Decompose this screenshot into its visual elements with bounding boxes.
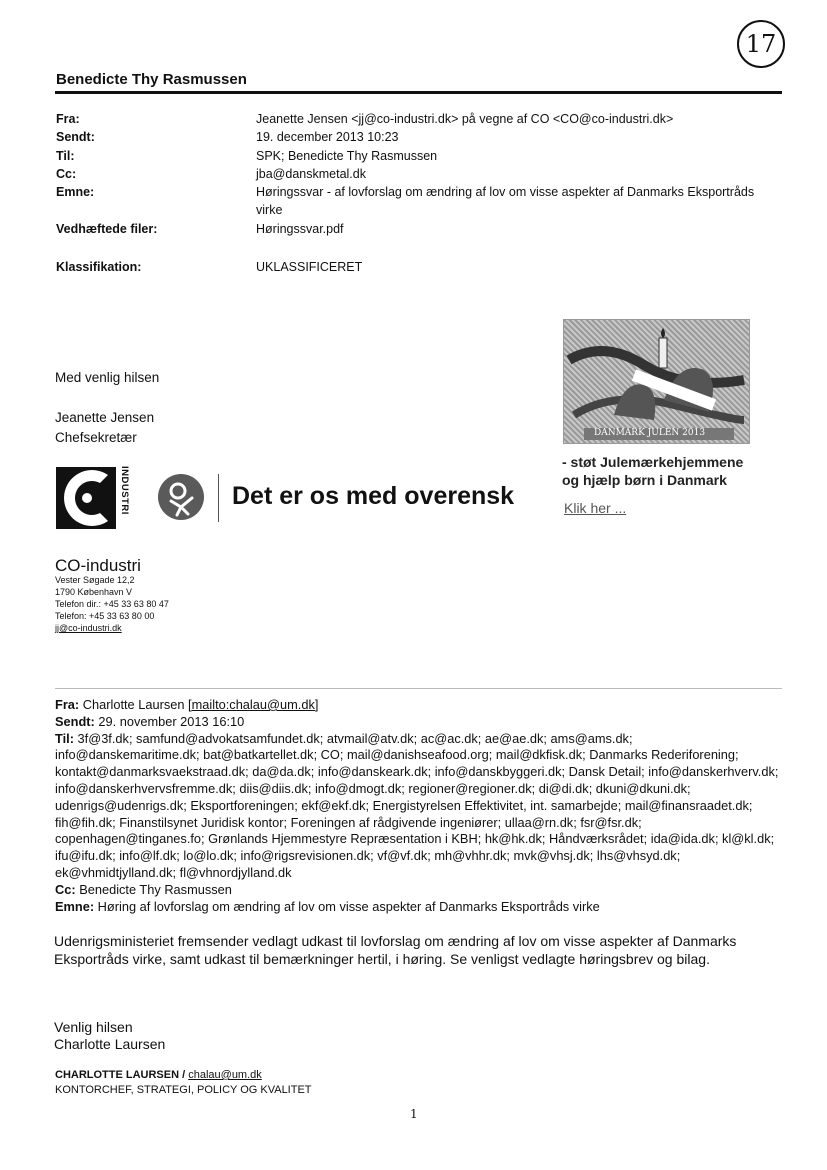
footer-name-caps: CHARLOTTE LAURSEN bbox=[55, 1069, 180, 1081]
fwd-sent-value: 29. november 2013 16:10 bbox=[98, 713, 245, 729]
fwd-cc-value: Benedicte Thy Rasmussen bbox=[79, 881, 232, 897]
fwd-subject-label: Emne: bbox=[55, 898, 95, 914]
person-logo-icon bbox=[158, 474, 204, 520]
fwd-from-row bbox=[55, 697, 780, 714]
christmas-seal-image[interactable] bbox=[563, 319, 750, 444]
subject-label: Emne: bbox=[56, 185, 95, 199]
fwd-cc-row bbox=[55, 882, 780, 899]
classification-value: UKLASSIFICERET bbox=[256, 260, 363, 274]
fwd-subject-row bbox=[55, 899, 780, 916]
page-number: 1 bbox=[410, 1107, 418, 1121]
company-name: CO-industri bbox=[55, 556, 141, 575]
seal-caption: DANMARK JULEN 2013 bbox=[594, 428, 706, 438]
message-body: Udenrigsministeriet fremsender vedlagt udkast til lovforslag om ændring af lov om visse aspekter af Danmarks Eksportråds virke, samt udkast til bemærkninger hertil, i høring. Se venligst vedlagte høringsbrev og bilag. bbox=[54, 933, 737, 967]
fwd-to-row bbox=[55, 731, 780, 882]
footer-signature bbox=[55, 1068, 312, 1098]
fwd-from-name: Charlotte Laursen bbox=[82, 697, 185, 712]
sent-label: Sendt: bbox=[56, 130, 95, 144]
co-industri-logo bbox=[56, 467, 116, 529]
christmas-seal-text bbox=[562, 453, 743, 489]
click-here-link[interactable]: Klik her ... bbox=[564, 500, 627, 516]
fwd-cc-label: Cc: bbox=[55, 881, 76, 897]
slogan: Det er os med overensk bbox=[232, 482, 515, 510]
footer-title: KONTORCHEF, STRATEGI, POLICY OG KVALITET bbox=[55, 1084, 312, 1096]
address-line: Vester Søgade 12,2 bbox=[55, 575, 135, 585]
classification-label: Klassifikation: bbox=[56, 260, 142, 274]
from-value: Jeanette Jensen <jj@co-industri.dk> på vegne af CO <CO@co-industri.dk> bbox=[256, 112, 674, 126]
fwd-to-list[interactable]: 3f@3f.dk; samfund@advokatsamfundet.dk; atvmail@atv.dk; ac@ac.dk; ae@ae.dk; ams@ams.dk; info@danskemaritime.dk; bat@batkartellet.dk; CO; mail@danishseafood.org; mail@dkfisk.dk; Danmarks Rederiforening; kontakt@danmarksvaekstraad.dk; da@da.dk; info@danskeark.dk; info@danskbyggeri.dk; Dansk Detail; info@danskerhverv.dk; info@danskerhvervsfremme.dk; diis@diis.dk; info@dmogt.dk; regioner@regioner.dk; di@di.dk; dkuni@dkuni.dk; udenrigs@udenrigs.dk; Eksportforeningen; ekf@ekf.dk; Energistyrelsen Effektivitet, int. samarbejde; mail@finansraadet.dk; fih@fih.dk; Finanstilsynet Juridisk kontor; Foreningen af rådgivende ingeniører; ullaa@rn.dk; fsr@fsr.dk; copenhagen@tinganes.fo; Grønlands Hjemmestyre Repræsentation i KBH; hk@hk.dk; Håndværksrådet; ida@ida.dk; kl@kl.dk; ifu@ifu.dk; info@lf.dk; lo@lo.dk; info@rigsrevisionen.dk; vf@vf.dk; mh@vhhr.dk; mvk@vhsj.dk; lhs@vhsyd.dk; ek@vhmidtjylland.dk; fl@vhnordjylland.dk bbox=[55, 730, 779, 880]
to-value: SPK; Benedicte Thy Rasmussen bbox=[256, 149, 438, 163]
company-email-link[interactable]: jj@co-industri.dk bbox=[55, 623, 122, 633]
forward-divider bbox=[55, 688, 782, 689]
address-line: Telefon dir.: +45 33 63 80 47 bbox=[55, 599, 169, 609]
subject-value: Høringssvar - af lovforslag om ændring af lov om visse aspekter af Danmarks Eksportråds virke bbox=[256, 185, 755, 217]
fwd-sent-label: Sendt: bbox=[55, 713, 95, 729]
to-label: Til: bbox=[56, 149, 75, 163]
from-label: Fra: bbox=[56, 112, 80, 126]
forwarded-header bbox=[55, 697, 780, 915]
fwd-sent-row bbox=[55, 714, 780, 731]
seal-text-line: - støt Julemærkehjemmene bbox=[562, 454, 744, 470]
fwd-from-label: Fra: bbox=[55, 697, 80, 712]
address-line: 1790 København V bbox=[55, 587, 133, 597]
fwd-subject-value: Høring af lovforslag om ændring af lov om visse aspekter af Danmarks Eksportråds virke bbox=[97, 898, 600, 914]
seal-text-line: og hjælp børn i Danmark bbox=[562, 472, 727, 488]
closing-greeting: Venlig hilsen bbox=[54, 1019, 133, 1035]
fwd-mailto-link[interactable]: [mailto:chalau@um.dk] bbox=[188, 697, 319, 712]
logo-vertical-text: INDUSTRI bbox=[119, 466, 130, 515]
signature-name: Jeanette Jensen bbox=[55, 410, 155, 425]
footer-email-link[interactable]: chalau@um.dk bbox=[188, 1069, 262, 1081]
closing bbox=[54, 1019, 165, 1053]
attachments-value[interactable]: Høringssvar.pdf bbox=[256, 222, 344, 236]
page-marker: 17 bbox=[737, 20, 785, 68]
title-rule bbox=[55, 91, 782, 94]
closing-name: Charlotte Laursen bbox=[54, 1036, 166, 1052]
cc-value: jba@danskmetal.dk bbox=[256, 167, 366, 181]
address-line: Telefon: +45 33 63 80 00 bbox=[55, 611, 155, 621]
footer-sep: / bbox=[179, 1069, 189, 1081]
fwd-to-label: Til: bbox=[55, 730, 74, 746]
sent-value: 19. december 2013 10:23 bbox=[256, 130, 399, 144]
logo-separator bbox=[218, 474, 219, 522]
document-title: Benedicte Thy Rasmussen bbox=[56, 71, 247, 88]
signature-title: Chefsekretær bbox=[55, 430, 137, 445]
attachments-label: Vedhæftede filer: bbox=[56, 222, 158, 236]
signature-greeting: Med venlig hilsen bbox=[55, 370, 160, 385]
cc-label: Cc: bbox=[56, 167, 77, 181]
